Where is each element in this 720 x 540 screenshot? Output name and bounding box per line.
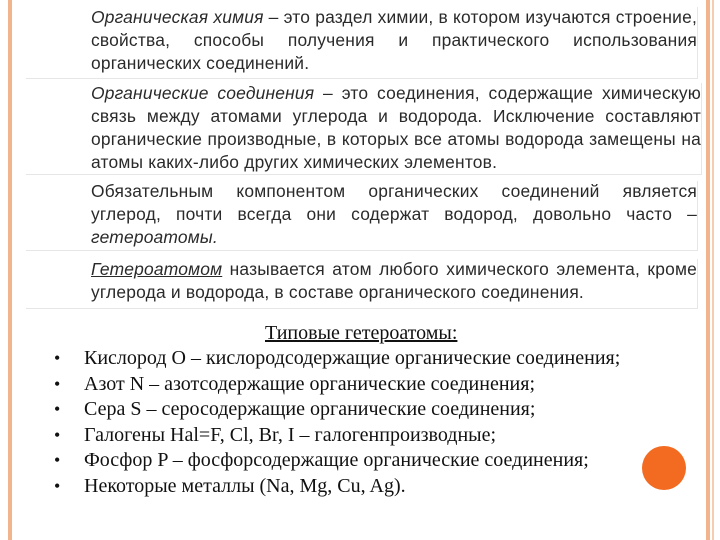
right-frame-line [706, 0, 710, 540]
term-organic-compounds: Органические соединения [91, 83, 315, 103]
list-title: Типовые гетероатомы: [265, 322, 458, 344]
term-heteroatoms: гетероатомы. [91, 227, 218, 247]
term-organic-chemistry: Органическая химия [91, 7, 264, 27]
left-frame-line [8, 0, 12, 540]
list-item: • Кислород О – кислородсодержащие органические соединения; [52, 346, 692, 372]
definition-text: – это раздел химии, в котором изучаются строение, свойства, способы получения и практического использования органических соединений. [91, 7, 697, 73]
paragraph-required-components [25, 180, 697, 250]
list-item: • Фосфор P – фосфорсодержащие органические соединения; [52, 448, 692, 474]
paragraph-text: Обязательным компонентом органических соединений является углерод, почти всегда они содержат водород, довольно часто – [91, 181, 697, 224]
definition-text: – это соединения, содержащие химическую связь между атомами углерода и водорода. Исключение составляют органические производные, в которых все атомы водорода замещены на атомы каких-либо других химических элементов. [91, 83, 701, 172]
term-heteroatom: Гетероатомом [91, 259, 223, 279]
list-item: • Некоторые металлы (Na, Mg, Cu, Ag). [52, 474, 692, 500]
heteroatom-list [52, 346, 692, 500]
definition-organic-chemistry [25, 6, 697, 78]
list-item: • Сера S – серосодержащие органические соединения; [52, 397, 692, 423]
list-item: • Азот N – азотсодержащие органические соединения; [52, 372, 692, 398]
right-frame-line-inner [712, 0, 714, 540]
list-item: • Галогены Hal=F, Cl, Br, I – галогенпроизводные; [52, 423, 692, 449]
decorative-orange-circle [642, 446, 686, 490]
definition-heteroatom [25, 258, 697, 308]
definition-organic-compounds [25, 82, 701, 174]
definition-text: называется атом любого химического элемента, кроме углерода и водорода, в составе органического соединения. [91, 259, 697, 302]
